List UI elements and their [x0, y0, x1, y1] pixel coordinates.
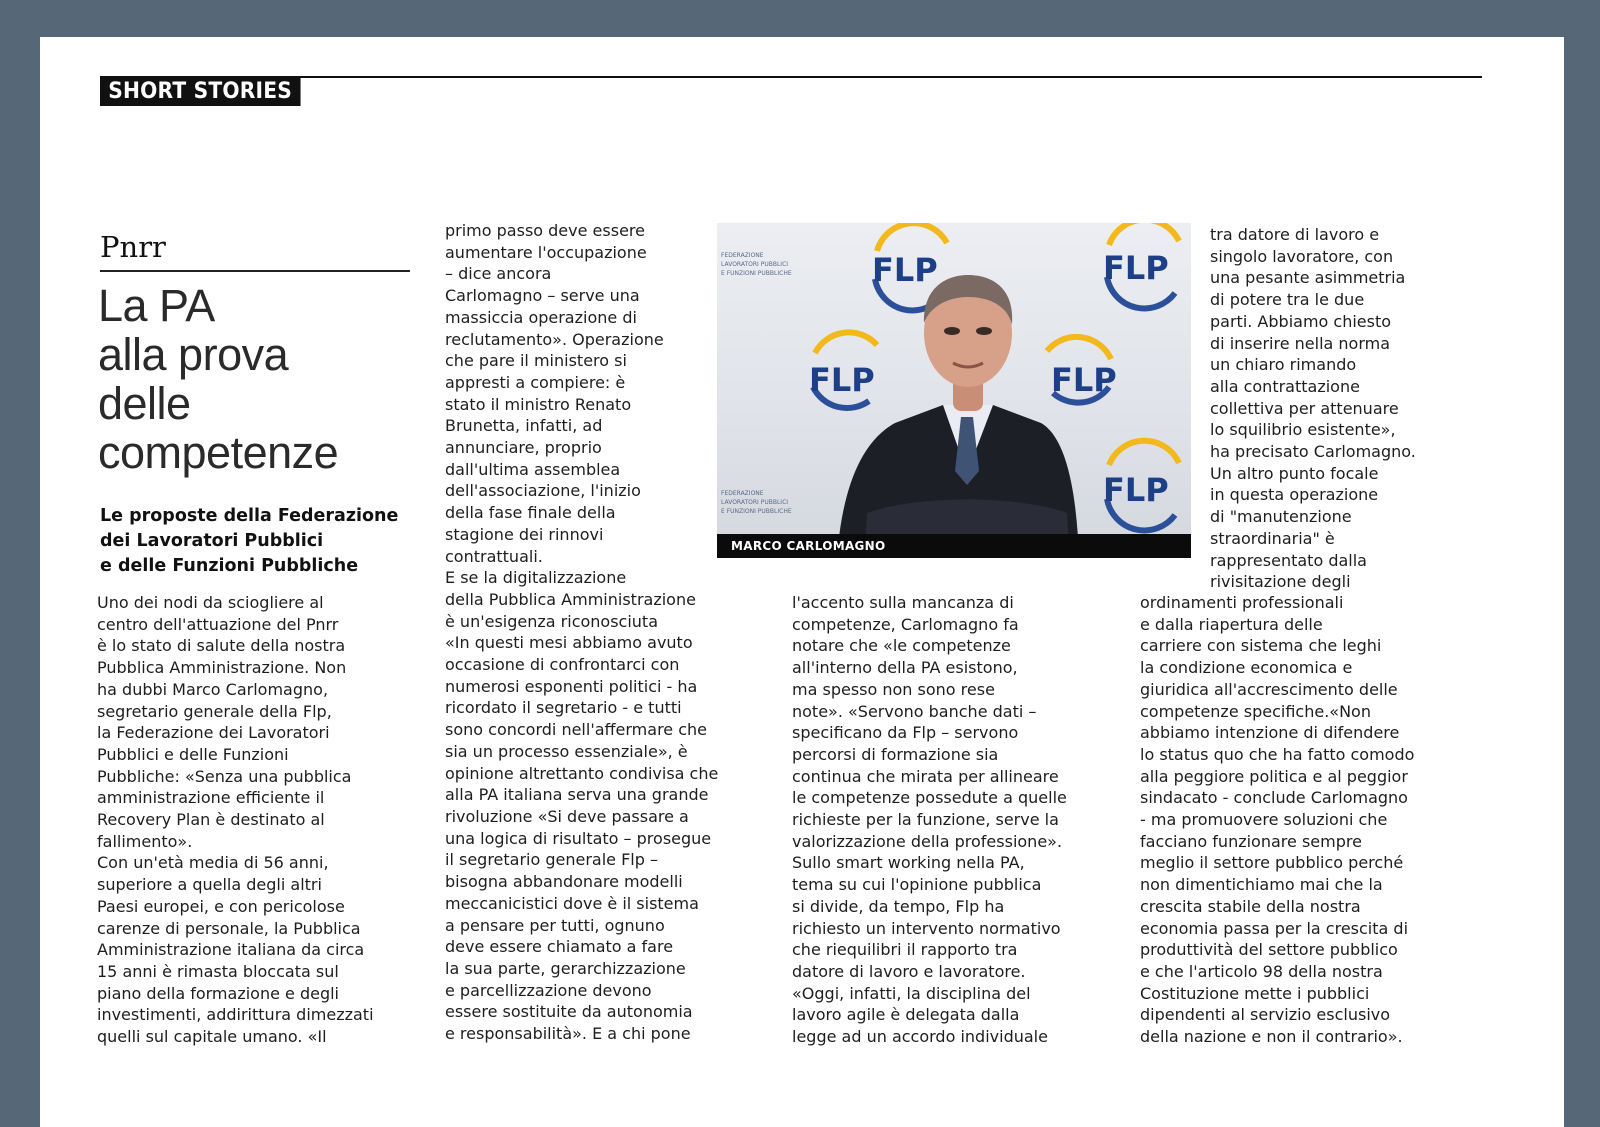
text-line: alla peggiore politica e al peggior: [1140, 766, 1408, 786]
text-line: l'accento sulla mancanza di: [792, 593, 1014, 612]
section-rule: [100, 76, 1482, 78]
text-line: all'interno della PA esistono,: [792, 658, 1018, 678]
text-line: occasione di confrontarci con: [445, 655, 680, 675]
text-line: dipendenti al servizio esclusivo: [1140, 1005, 1391, 1025]
text-line: facciano funzionare sempre: [1140, 831, 1362, 851]
text-line: una logica di risultato – prosegue: [445, 828, 712, 848]
text-line: singolo lavoratore, con: [1210, 246, 1394, 266]
text-line: e che l'articolo 98 della nostra: [1140, 961, 1383, 981]
text-line: superiore a quella degli altri: [97, 875, 322, 895]
text-line: rappresentato dalla: [1210, 550, 1367, 570]
text-line: economia passa per la crescita di: [1140, 918, 1409, 938]
svg-text:LAVORATORI PUBBLICI: LAVORATORI PUBBLICI: [721, 499, 789, 506]
text-line: che riequilibri il rapporto tra: [792, 940, 1018, 960]
text-line: Un altro punto focale: [1210, 463, 1379, 483]
text-line: opinione altrettanto condivisa che: [445, 763, 719, 783]
kicker-rule: [100, 270, 410, 272]
text-line: investimenti, addirittura dimezzati: [97, 1005, 374, 1025]
text-column-3: [792, 592, 1067, 1048]
svg-text:E FUNZIONI PUBBLICHE: E FUNZIONI PUBBLICHE: [721, 508, 792, 515]
text-line: ordinamenti professionali: [1140, 593, 1344, 612]
article-headline: [98, 281, 338, 477]
text-line: Sullo smart working nella PA,: [792, 853, 1025, 873]
flp-logo: [1103, 223, 1179, 308]
text-line: sia un processo essenziale», è: [445, 741, 688, 761]
text-line: la Federazione dei Lavoratori: [97, 723, 330, 743]
text-line: amministrazione efficiente il: [97, 788, 325, 808]
text-line: specificano da Flp – servono: [792, 723, 1019, 743]
text-line: crescita stabile della nostra: [1140, 896, 1361, 916]
text-column-2: [445, 220, 718, 1045]
text-line: meglio il settore pubblico perché: [1140, 853, 1404, 873]
text-line: che pare il ministero si: [445, 351, 627, 371]
headline-line: alla prova: [98, 329, 289, 380]
article-kicker: Pnrr: [100, 230, 166, 264]
text-line: E se la digitalizzazione: [445, 568, 627, 588]
article-subhead: [100, 504, 398, 579]
text-line: carenze di personale, la Pubblica: [97, 918, 361, 938]
text-line: bisogna abbandonare modelli: [445, 872, 683, 892]
text-line: richiesto un intervento normativo: [792, 918, 1061, 938]
svg-text:FEDERAZIONE: FEDERAZIONE: [721, 490, 764, 497]
text-line: della nazione e non il contrario».: [1140, 1027, 1403, 1047]
text-line: Pubblica Amministrazione. Non: [97, 658, 347, 678]
text-line: contrattuali.: [445, 546, 543, 566]
text-line: alla PA italiana serva una grande: [445, 785, 709, 805]
svg-text:FEDERAZIONE: FEDERAZIONE: [721, 252, 764, 259]
text-line: competenze specifiche.«Non: [1140, 701, 1371, 721]
text-line: tema su cui l'opinione pubblica: [792, 875, 1042, 895]
photo-caption-text: MARCO CARLOMAGNO: [731, 539, 886, 553]
text-line: Uno dei nodi da sciogliere al: [97, 593, 324, 612]
text-line: quelli sul capitale umano. «Il: [97, 1027, 327, 1047]
text-line: abbiamo intenzione di difendere: [1140, 723, 1400, 743]
svg-text:E FUNZIONI PUBBLICHE: E FUNZIONI PUBBLICHE: [721, 270, 792, 277]
text-line: collettiva per attenuare: [1210, 398, 1399, 418]
svg-text:FLP: FLP: [809, 361, 875, 399]
text-line: le competenze possedute a quelle: [792, 788, 1067, 808]
text-line: fallimento».: [97, 831, 193, 851]
text-line: competenze, Carlomagno fa: [792, 614, 1019, 634]
text-line: si divide, da tempo, Flp ha: [792, 896, 1005, 916]
text-line: note». «Servono banche dati –: [792, 701, 1037, 721]
text-line: Paesi europei, e con pericolose: [97, 896, 345, 916]
text-line: della Pubblica Amministrazione: [445, 589, 696, 609]
headline-line: delle: [98, 378, 191, 429]
text-line: dall'ultima assemblea: [445, 459, 621, 479]
text-line: appresti a compiere: è: [445, 372, 626, 392]
text-line: è lo stato di salute della nostra: [97, 636, 346, 656]
svg-text:FLP: FLP: [1051, 361, 1117, 399]
text-line: la sua parte, gerarchizzazione: [445, 958, 686, 978]
portrait-photo: [717, 223, 1191, 558]
text-line: e responsabilità». E a chi pone: [445, 1024, 691, 1044]
text-line: aumentare l'occupazione: [445, 242, 647, 262]
text-line: carriere con sistema che leghi: [1140, 636, 1382, 656]
text-line: notare che «le competenze: [792, 636, 1011, 656]
flp-logo: [1047, 337, 1117, 403]
text-line: Amministrazione italiana da circa: [97, 940, 365, 960]
text-line: essere sostituite da autonomia: [445, 1002, 693, 1022]
text-line: Recovery Plan è destinato al: [97, 810, 325, 830]
text-line: parti. Abbiamo chiesto: [1210, 311, 1392, 331]
subhead-line: dei Lavoratori Pubblici: [100, 531, 324, 551]
text-line: ma spesso non sono rese: [792, 679, 995, 699]
subhead-line: e delle Funzioni Pubbliche: [100, 556, 359, 576]
text-line: massiccia operazione di: [445, 307, 637, 327]
text-line: tra datore di lavoro e: [1210, 225, 1380, 244]
text-line: ricordato il segretario - e tutti: [445, 698, 682, 718]
text-line: non dimentichiamo mai che la: [1140, 875, 1383, 895]
text-line: di potere tra le due: [1210, 290, 1365, 310]
text-line: della fase finale della: [445, 503, 616, 523]
text-line: produttività del settore pubblico: [1140, 940, 1398, 960]
text-line: primo passo deve essere: [445, 221, 645, 240]
text-line: sindacato - conclude Carlomagno: [1140, 788, 1408, 808]
svg-text:FLP: FLP: [872, 251, 938, 289]
text-line: Carlomagno – serve una: [445, 286, 640, 306]
text-line: legge ad un accordo individuale: [792, 1027, 1048, 1047]
text-line: Brunetta, infatti, ad: [445, 416, 603, 436]
text-line: rivoluzione «Si deve passare a: [445, 806, 689, 826]
text-line: continua che mirata per allineare: [792, 766, 1059, 786]
backdrop-small-text: [721, 252, 792, 515]
text-line: il segretario generale Flp –: [445, 850, 658, 870]
text-line: annunciare, proprio: [445, 438, 602, 458]
text-column-4-bottom: [1140, 592, 1414, 1048]
text-line: valorizzazione della professione».: [792, 831, 1063, 851]
svg-text:FLP: FLP: [1103, 249, 1169, 287]
text-line: – dice ancora: [445, 264, 552, 284]
text-line: - ma promuovere soluzioni che: [1140, 810, 1388, 830]
text-line: meccanicistici dove è il sistema: [445, 893, 699, 913]
text-line: centro dell'attuazione del Pnrr: [97, 614, 339, 634]
text-line: giuridica all'accrescimento delle: [1140, 679, 1398, 699]
text-line: 15 anni è rimasta bloccata sul: [97, 961, 339, 981]
text-line: Pubbliche: «Senza una pubblica: [97, 766, 352, 786]
headline-line: La PA: [98, 280, 215, 331]
text-line: lo squilibrio esistente»,: [1210, 420, 1396, 440]
svg-text:FLP: FLP: [1103, 471, 1169, 509]
text-line: Pubblici e delle Funzioni: [97, 744, 289, 764]
text-line: datore di lavoro e lavoratore.: [792, 961, 1026, 981]
text-line: lavoro agile è delegata dalla: [792, 1005, 1020, 1025]
person-figure: [837, 275, 1079, 558]
text-line: Con un'età media di 56 anni,: [97, 853, 329, 873]
text-line: e dalla riapertura delle: [1140, 614, 1323, 634]
text-line: dell'associazione, l'inizio: [445, 481, 641, 501]
text-line: a pensare per tutti, ognuno: [445, 915, 665, 935]
text-line: alla contrattazione: [1210, 376, 1360, 396]
text-column-4-top: [1210, 224, 1416, 593]
headline-line: competenze: [98, 427, 339, 478]
text-line: straordinaria" è: [1210, 528, 1335, 548]
text-line: «Oggi, infatti, la disciplina del: [792, 983, 1031, 1003]
text-line: Costituzione mette i pubblici: [1140, 983, 1370, 1003]
text-line: «In questi mesi abbiamo avuto: [445, 633, 693, 653]
text-line: la condizione economica e: [1140, 658, 1353, 678]
text-line: piano della formazione e degli: [97, 983, 339, 1003]
text-column-1: [97, 592, 374, 1048]
text-line: una pesante asimmetria: [1210, 268, 1406, 288]
photo-caption: [717, 534, 1191, 558]
text-line: un chiaro rimando: [1210, 355, 1357, 375]
flp-logo: [1103, 441, 1179, 531]
text-line: stato il ministro Renato: [445, 394, 632, 414]
text-line: reclutamento». Operazione: [445, 329, 664, 349]
text-line: di "manutenzione: [1210, 507, 1352, 527]
text-line: numerosi esponenti politici - ha: [445, 676, 698, 696]
text-line: rivisitazione degli: [1210, 572, 1351, 592]
flp-logo: [809, 332, 877, 408]
text-line: ha dubbi Marco Carlomagno,: [97, 679, 329, 699]
text-line: di inserire nella norma: [1210, 333, 1391, 353]
subhead-line: Le proposte della Federazione: [100, 506, 399, 526]
text-line: sono concordi nell'affermare che: [445, 720, 708, 740]
text-line: è un'esigenza riconosciuta: [445, 611, 658, 631]
section-tag: SHORT STORIES: [100, 77, 300, 106]
text-line: deve essere chiamato a fare: [445, 937, 674, 957]
portrait-illustration: [717, 223, 1191, 558]
text-line: percorsi di formazione sia: [792, 744, 999, 764]
magazine-page: [40, 37, 1564, 1127]
text-line: stagione dei rinnovi: [445, 524, 604, 544]
text-line: in questa operazione: [1210, 485, 1379, 505]
text-line: segretario generale della Flp,: [97, 701, 332, 721]
svg-text:LAVORATORI PUBBLICI: LAVORATORI PUBBLICI: [721, 261, 789, 268]
text-line: e parcellizzazione devono: [445, 980, 652, 1000]
text-line: lo status quo che ha fatto comodo: [1140, 744, 1415, 764]
text-line: richieste per la funzione, serve la: [792, 810, 1059, 830]
text-line: ha precisato Carlomagno.: [1210, 442, 1416, 462]
